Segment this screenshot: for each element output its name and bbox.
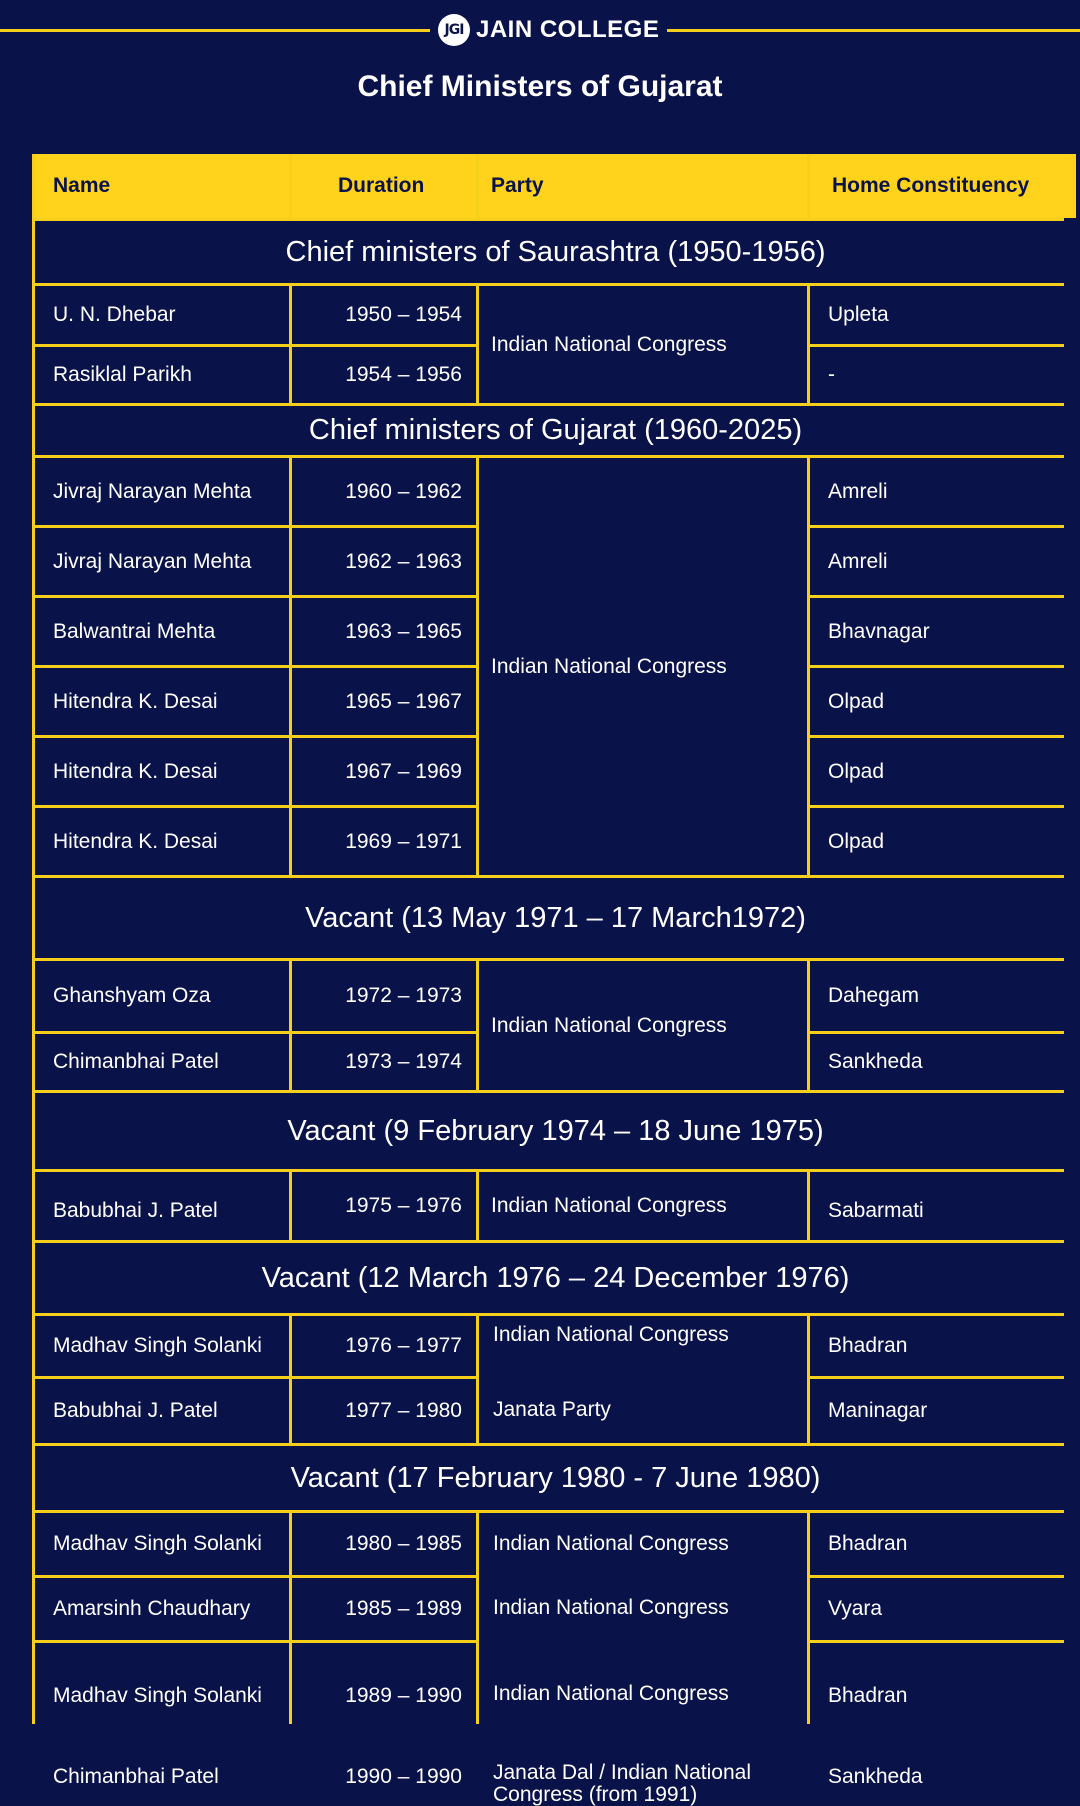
cm-duration: 1973 – 1974 — [292, 1034, 476, 1090]
cm-duration: 1954 – 1956 — [292, 347, 476, 403]
cm-name: Babubhai J. Patel — [35, 1172, 289, 1240]
section-heading: Vacant (9 February 1974 – 18 June 1975) — [35, 1093, 1076, 1169]
cm-party: Janata Party — [479, 1376, 807, 1443]
cm-home-constituency: Bhadran — [810, 1513, 1076, 1575]
cm-duration: 1972 – 1973 — [292, 961, 476, 1031]
section-heading: Chief ministers of Saurashtra (1950-1956) — [35, 221, 1076, 283]
cm-party: Indian National Congress — [479, 961, 807, 1090]
cm-party: Indian National Congress — [479, 1575, 807, 1640]
cm-home-constituency: Sankheda — [810, 1034, 1076, 1090]
cm-name: Madhav Singh Solanki — [35, 1513, 289, 1575]
column-header-party: Party — [479, 154, 807, 218]
cm-duration: 1977 – 1980 — [292, 1379, 476, 1443]
cm-home-constituency: Sankheda — [810, 1751, 1076, 1806]
cm-duration: 1980 – 1985 — [292, 1513, 476, 1575]
cm-name: U. N. Dhebar — [35, 286, 289, 344]
section-heading: Vacant (17 February 1980 - 7 June 1980) — [35, 1446, 1076, 1510]
cm-home-constituency: - — [810, 347, 1076, 403]
cm-home-constituency: Bhavnagar — [810, 598, 1076, 665]
college-logo-icon: JGI — [438, 14, 470, 46]
cm-home-constituency: Olpad — [810, 738, 1076, 805]
cm-duration: 1975 – 1976 — [292, 1172, 476, 1240]
cm-home-constituency: Dahegam — [810, 961, 1076, 1031]
brand-name: JAIN COLLEGE — [476, 16, 660, 43]
cm-name: Hitendra K. Desai — [35, 738, 289, 805]
cm-duration: 1965 – 1967 — [292, 668, 476, 735]
cm-party: Indian National Congress — [479, 1640, 807, 1748]
cm-name: Madhav Singh Solanki — [35, 1316, 289, 1376]
cm-home-constituency: Amreli — [810, 528, 1076, 595]
cm-home-constituency: Olpad — [810, 668, 1076, 735]
cm-duration: 1969 – 1971 — [292, 808, 476, 875]
cm-home-constituency: Upleta — [810, 286, 1076, 344]
cm-duration: 1989 – 1990 — [292, 1643, 476, 1748]
cm-home-constituency: Sabarmati — [810, 1172, 1076, 1240]
cm-name: Hitendra K. Desai — [35, 808, 289, 875]
cm-name: Madhav Singh Solanki — [35, 1643, 289, 1748]
cm-name: Babubhai J. Patel — [35, 1379, 289, 1443]
cm-duration: 1976 – 1977 — [292, 1316, 476, 1376]
cm-name: Balwantrai Mehta — [35, 598, 289, 665]
cm-duration: 1967 – 1969 — [292, 738, 476, 805]
cm-name: Jivraj Narayan Mehta — [35, 528, 289, 595]
page-title: Chief Ministers of Gujarat — [357, 70, 723, 103]
cm-party: Janata Dal / Indian National Congress (from 1991) — [479, 1748, 807, 1806]
chief-ministers-table — [32, 154, 1064, 1806]
cm-home-constituency: Bhadran — [810, 1316, 1076, 1376]
cm-duration: 1960 – 1962 — [292, 458, 476, 525]
cm-home-constituency: Amreli — [810, 458, 1076, 525]
cm-duration: 1990 – 1990 — [292, 1751, 476, 1806]
column-header-home-constituency: Home Constituency — [810, 154, 1076, 218]
section-heading: Vacant (13 May 1971 – 17 March1972) — [35, 878, 1076, 958]
cm-party: Indian National Congress — [479, 1172, 807, 1240]
cm-party: Indian National Congress — [479, 1513, 807, 1575]
cm-name: Chimanbhai Patel — [35, 1751, 289, 1806]
section-heading: Vacant (12 March 1976 – 24 December 1976) — [35, 1243, 1076, 1313]
cm-home-constituency: Maninagar — [810, 1379, 1076, 1443]
cm-duration: 1962 – 1963 — [292, 528, 476, 595]
cm-party: Indian National Congress — [479, 1316, 807, 1376]
column-header-name: Name — [35, 154, 289, 218]
cm-home-constituency: Vyara — [810, 1578, 1076, 1640]
cm-name: Ghanshyam Oza — [35, 961, 289, 1031]
cm-name: Hitendra K. Desai — [35, 668, 289, 735]
brand — [430, 12, 667, 48]
cm-duration: 1985 – 1989 — [292, 1578, 476, 1640]
cm-home-constituency: Olpad — [810, 808, 1076, 875]
cm-name: Jivraj Narayan Mehta — [35, 458, 289, 525]
cm-party: Indian National Congress — [479, 458, 807, 875]
column-header-duration: Duration — [292, 154, 476, 218]
cm-home-constituency: Bhadran — [810, 1643, 1076, 1748]
cm-duration: 1950 – 1954 — [292, 286, 476, 344]
cm-name: Rasiklal Parikh — [35, 347, 289, 403]
cm-party: Indian National Congress — [479, 286, 807, 403]
cm-name: Amarsinh Chaudhary — [35, 1578, 289, 1640]
cm-duration: 1963 – 1965 — [292, 598, 476, 665]
section-heading: Chief ministers of Gujarat (1960-2025) — [35, 406, 1076, 455]
cm-name: Chimanbhai Patel — [35, 1034, 289, 1090]
